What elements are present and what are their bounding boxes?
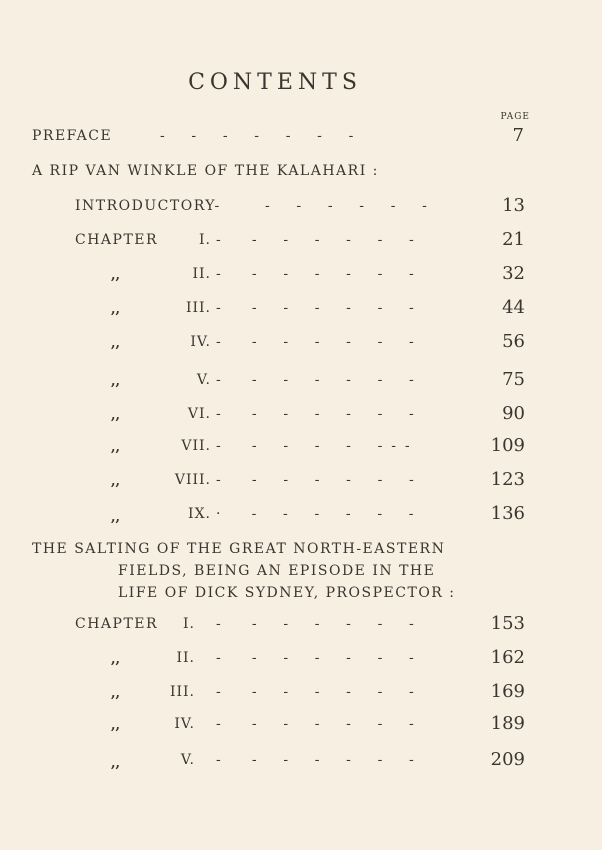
leader-dashes: - - - - - - - bbox=[160, 128, 354, 144]
entry-label: PREFACE bbox=[32, 128, 113, 144]
section-heading-part2-line2: FIELDS, BEING AN EPISODE IN THE bbox=[118, 563, 436, 579]
leader-dashes: - - - - - - - bbox=[216, 406, 414, 422]
chapter-number: II. bbox=[176, 650, 195, 666]
entry-page: 123 bbox=[490, 469, 525, 490]
toc-entry-chapter[interactable] bbox=[75, 503, 535, 532]
leader-dashes: - - - - - - bbox=[265, 198, 427, 214]
entry-page: 75 bbox=[502, 369, 525, 390]
ditto-mark: ,, bbox=[111, 302, 121, 317]
leader-dashes: · - - - - - - bbox=[216, 506, 414, 522]
chapter-number: II. bbox=[192, 266, 211, 282]
chapter-number: I. bbox=[183, 616, 195, 632]
toc-entry-chapter[interactable] bbox=[75, 613, 535, 642]
toc-entry-chapter[interactable] bbox=[75, 749, 535, 778]
leader-dashes: - - - - - - - bbox=[216, 266, 414, 282]
toc-entry-introductory[interactable] bbox=[75, 195, 535, 224]
toc-entry-chapter[interactable] bbox=[75, 229, 535, 258]
leader-dashes: - - - - - - - bbox=[216, 372, 414, 388]
ditto-mark: ,, bbox=[111, 686, 121, 701]
chapter-number: III. bbox=[185, 300, 211, 316]
section-heading-part1: A RIP VAN WINKLE OF THE KALAHARI : bbox=[32, 163, 379, 179]
entry-page: 32 bbox=[502, 263, 525, 284]
entry-page: 169 bbox=[490, 681, 525, 702]
toc-entry-chapter[interactable] bbox=[75, 403, 535, 432]
leader-dashes: - - - - - - - bbox=[216, 472, 414, 488]
entry-page: 13 bbox=[502, 195, 525, 216]
entry-page: 44 bbox=[502, 297, 525, 318]
toc-entry-chapter[interactable] bbox=[75, 435, 535, 464]
leader-dashes: - - - - - - - bbox=[216, 232, 414, 248]
leader-dashes: - - - - - - - - bbox=[216, 438, 410, 454]
chapter-number: V. bbox=[196, 372, 211, 388]
entry-page: 189 bbox=[490, 713, 525, 734]
ditto-mark: ,, bbox=[111, 374, 121, 389]
section-heading-part2-line1: THE SALTING OF THE GREAT NORTH-EASTERN bbox=[32, 541, 446, 557]
chapter-number: IV. bbox=[190, 334, 211, 350]
ditto-mark: ,, bbox=[111, 336, 121, 351]
chapter-number: VII. bbox=[181, 438, 211, 454]
toc-entry-chapter[interactable] bbox=[75, 681, 535, 710]
entry-page: 90 bbox=[502, 403, 525, 424]
page-column-header: PAGE bbox=[500, 112, 530, 122]
ditto-mark: ,, bbox=[111, 756, 121, 771]
ditto-mark: ,, bbox=[111, 474, 121, 489]
entry-page: 7 bbox=[512, 125, 524, 146]
leader-dashes: - - - - - - - bbox=[216, 716, 414, 732]
leader-dashes: - - - - - - - bbox=[216, 300, 414, 316]
entry-page: 21 bbox=[502, 229, 525, 250]
ditto-mark: ,, bbox=[111, 408, 121, 423]
ditto-mark: ,, bbox=[111, 440, 121, 455]
chapter-label: CHAPTER bbox=[75, 232, 159, 248]
entry-page: 153 bbox=[490, 613, 525, 634]
leader-dashes: - - - - - - - bbox=[216, 650, 414, 666]
toc-entry-preface[interactable] bbox=[32, 125, 532, 154]
leader-dashes: - - - - - - - bbox=[216, 334, 414, 350]
chapter-number: I. bbox=[199, 232, 211, 248]
toc-entry-chapter[interactable] bbox=[75, 331, 535, 360]
chapter-number: VIII. bbox=[174, 472, 211, 488]
entry-page: 56 bbox=[502, 331, 525, 352]
toc-entry-chapter[interactable] bbox=[75, 647, 535, 676]
page-title: CONTENTS bbox=[188, 70, 362, 95]
toc-entry-chapter[interactable] bbox=[75, 263, 535, 292]
entry-page: 136 bbox=[490, 503, 525, 524]
chapter-label: CHAPTER bbox=[75, 616, 159, 632]
chapter-number: V. bbox=[180, 752, 195, 768]
ditto-mark: ,, bbox=[111, 718, 121, 733]
chapter-number: IX. bbox=[188, 506, 211, 522]
section-heading-part2-line3: LIFE OF DICK SYDNEY, PROSPECTOR : bbox=[118, 585, 456, 601]
toc-entry-chapter[interactable] bbox=[75, 713, 535, 742]
ditto-mark: ,, bbox=[111, 268, 121, 283]
leader-dashes: - - - - - - - bbox=[216, 752, 414, 768]
chapter-number: III. bbox=[169, 684, 195, 700]
leader-dashes: - - - - - - - bbox=[216, 684, 414, 700]
entry-label: INTRODUCTORY- bbox=[75, 198, 221, 214]
toc-entry-chapter[interactable] bbox=[75, 369, 535, 398]
toc-entry-chapter[interactable] bbox=[75, 297, 535, 326]
leader-dashes: - - - - - - - bbox=[216, 616, 414, 632]
entry-page: 109 bbox=[490, 435, 525, 456]
toc-entry-chapter[interactable] bbox=[75, 469, 535, 498]
ditto-mark: ,, bbox=[111, 510, 121, 525]
entry-page: 209 bbox=[490, 749, 525, 770]
ditto-mark: ,, bbox=[111, 652, 121, 667]
chapter-number: VI. bbox=[187, 406, 211, 422]
chapter-number: IV. bbox=[174, 716, 195, 732]
entry-page: 162 bbox=[490, 647, 525, 668]
